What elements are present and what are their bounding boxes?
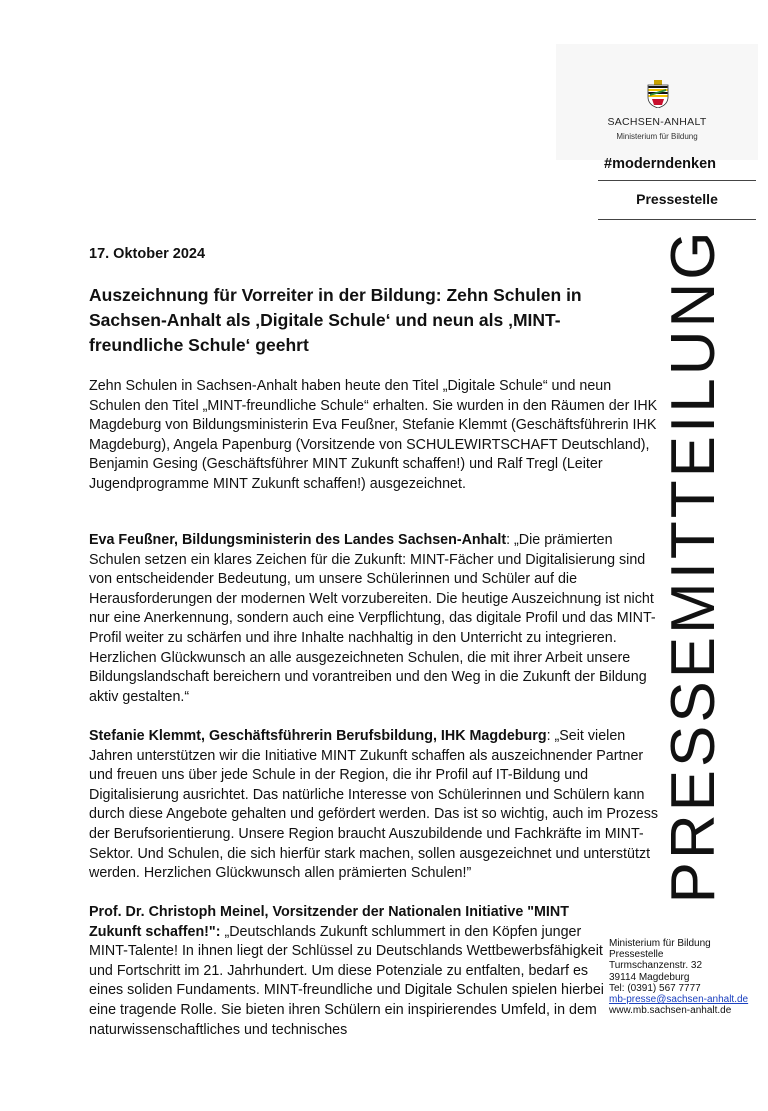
ministry-logo: [556, 44, 758, 160]
coat-of-arms-icon: [647, 80, 669, 108]
contact-city: 39114 Magdeburg: [609, 971, 690, 983]
quote-paragraph-meinel: [89, 903, 609, 1040]
divider-top: [598, 180, 756, 181]
contact-org: Ministerium für Bildung: [609, 938, 711, 949]
quote-paragraph-klemmt: [89, 727, 664, 884]
department-label: Pressestelle: [636, 191, 718, 207]
contact-block: [609, 938, 764, 1016]
contact-email-link[interactable]: mb-presse@sachsen-anhalt.de: [609, 994, 749, 1006]
quote-text: : „Die prämierten Schulen setzen ein klares Zeichen für die Zukunft: MINT-Fächer und Digitalisierung sind von entscheidender Bedeutung, um unsere Schülerinnen und Schüler auf die Herausforderungen der modernen Welt vorzubereiten. Die heutige Auszeichnung ist nicht nur eine Anerkennung, sondern auch eine Verpflichtung, das digitale Profil und das MINT-Profil weiter zu schärfen und ihre Inhalte nachhaltig in den Unterricht zu integrieren. Herzlichen Glückwunsch an alle ausgezeichneten Schulen, die mit ihrer Arbeit unsere Bildungslandschaft bereichern und vorantreiben und den Weg in die Zukunft der Bildung aktiv gestalten.“: [89, 532, 656, 705]
press-release-banner: PRESSEMITTEILUNG: [659, 228, 728, 904]
release-date: 17. Oktober 2024: [89, 246, 206, 262]
contact-street: Turmschanzenstr. 32: [609, 960, 703, 972]
hashtag: #moderndenken: [604, 156, 716, 172]
contact-website[interactable]: www.mb.sachsen-anhalt.de: [609, 1005, 732, 1017]
quote-text: „Deutschlands Zukunft schlummert in den Köpfen junger MINT-Talente! In ihnen liegt der Schlüssel zu Deutschlands Wettbewerbsfähigkeit und Fortschritt im 21. Jahrhundert. Um diese Potenziale zu entfalten, bedarf es eines soliden Fundaments. MINT-freundliche und Digitale Schulen spielen hierbei eine tragende Rolle. Sie bieten ihren Schülern ein inspirierendes Umfeld, in dem naturwissenschaftliches und technisches: [89, 923, 604, 1038]
quote-speaker: Eva Feußner, Bildungsministerin des Landes Sachsen-Anhalt: [89, 532, 507, 548]
headline: Auszeichnung für Vorreiter in der Bildung: Zehn Schulen in Sachsen-Anhalt als ‚Digitale Schule‘ und neun als ‚MINT-freundliche Schule‘ geehrt: [89, 285, 582, 355]
contact-dept: Pressestelle: [609, 949, 664, 961]
quote-speaker: Stefanie Klemmt, Geschäftsführerin Berufsbildung, IHK Magdeburg: [89, 728, 547, 744]
contact-phone: Tel: (0391) 567 7777: [609, 982, 701, 994]
logo-name: SACHSEN-ANHALT: [607, 116, 707, 128]
quote-speaker: Prof. Dr. Christoph Meinel, Vorsitzender der Nationalen Initiative "MINT Zukunft schaffen!":: [89, 904, 569, 940]
logo-subtitle: Ministerium für Bildung: [616, 132, 698, 141]
intro-paragraph: Zehn Schulen in Sachsen-Anhalt haben heute den Titel „Digitale Schule“ und neun Schulen den Titel „MINT-freundliche Schule“ erhalten. Sie wurden in den Räumen der IHK Magdeburg von Bildungsministerin Eva Feußner, Stefanie Klemmt (Geschäftsführerin IHK Magdeburg), Angela Papenburg (Vorsitzende von SCHULEWIRTSCHAFT Deutschland), Benjamin Gesing (Geschäftsführer MINT Zukunft schaffen!) und Ralf Tregl (Leiter Jugendprogramme MINT Zukunft schaffen!) ausgezeichnet.: [89, 378, 658, 492]
quote-paragraph-feussner: [89, 531, 664, 707]
divider-bottom: [598, 219, 756, 220]
quote-text: : „Seit vielen Jahren unterstützen wir die Initiative MINT Zukunft schaffen als auszeichnender Partner und freuen uns über jede Schule in der Region, die ihr Profil auf IT-Bildung und Digitalisierung ausrichtet. Das natürliche Interesse von Schülerinnen und Schülern kann durch diese Angebote gehalten und gefördert werden. Das ist so wichtig, auch im Prozess der Berufsorientierung. Unsere Region braucht Auszubildende und Fachkräfte im MINT-Sektor. Und Schulen, die sich hierfür stark machen, sollen ausgezeichnet und unterstützt werden. Herzlichen Glückwunsch allen prämierten Schulen!”: [89, 728, 659, 882]
